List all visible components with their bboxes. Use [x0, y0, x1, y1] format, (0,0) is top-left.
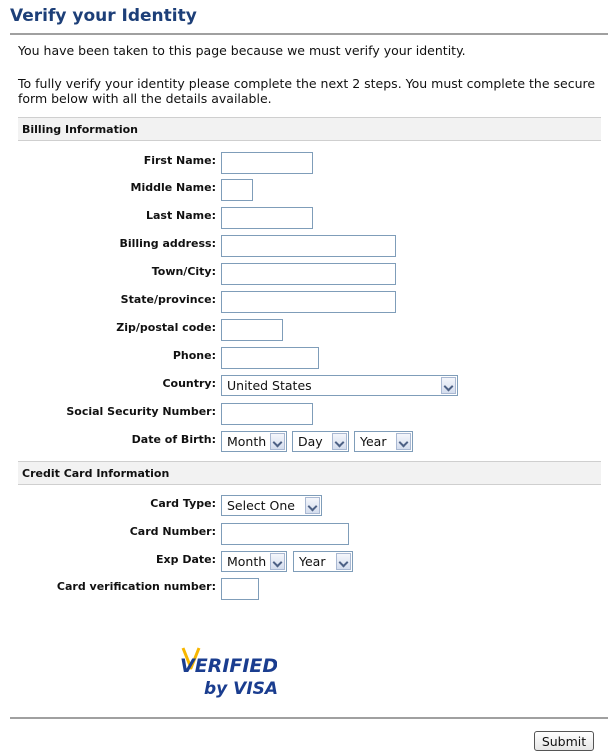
dob-month-value: Month	[227, 434, 267, 449]
card-number-label: Card Number:	[129, 525, 216, 538]
dob-year-value: Year	[360, 434, 387, 449]
chevron-down-icon[interactable]	[441, 377, 456, 394]
exp-month-select[interactable]	[221, 551, 287, 572]
exp-date-label: Exp Date:	[156, 553, 216, 566]
last-name-label: Last Name:	[145, 209, 216, 222]
phone-label: Phone:	[172, 349, 216, 362]
state-province-input[interactable]	[221, 291, 396, 313]
middle-name-label: Middle Name:	[130, 181, 216, 194]
dob-year-select[interactable]	[354, 431, 413, 452]
cvv-label: Card verification number:	[56, 580, 216, 593]
logo-line2: by VISA	[204, 679, 277, 698]
first-name-row	[0, 152, 611, 174]
last-name-row	[0, 207, 611, 229]
country-label: Country:	[162, 377, 216, 390]
country-selected-value: United States	[227, 378, 312, 393]
exp-year-value: Year	[299, 554, 326, 569]
chevron-down-icon[interactable]	[305, 497, 320, 514]
card-type-row	[0, 495, 611, 517]
chevron-down-icon[interactable]	[396, 433, 411, 450]
billing-address-label: Billing address:	[119, 237, 216, 250]
bottom-divider	[10, 717, 608, 719]
zip-row	[0, 319, 611, 341]
card-type-label: Card Type:	[150, 497, 216, 510]
country-select[interactable]	[221, 375, 458, 396]
page-title: Verify your Identity	[10, 6, 197, 26]
intro-instructions: To fully verify your identity please complete the next 2 steps. You must complete the secure form below with all the details available.	[18, 76, 596, 106]
phone-row	[0, 347, 611, 369]
first-name-label: First Name:	[143, 154, 216, 167]
logo-line1: VERIFIED	[180, 655, 277, 677]
exp-date-row	[0, 551, 611, 573]
ssn-label: Social Security Number:	[66, 405, 216, 418]
middle-name-row	[0, 179, 611, 201]
ssn-input[interactable]	[221, 403, 313, 425]
town-city-row	[0, 263, 611, 285]
title-divider	[10, 33, 608, 35]
cvv-row	[0, 578, 611, 600]
verified-by-visa-logo	[177, 642, 277, 698]
billing-section-header: Billing Information	[18, 117, 601, 141]
country-row	[0, 375, 611, 397]
exp-month-value: Month	[227, 554, 267, 569]
card-number-input[interactable]	[221, 523, 349, 545]
dob-day-select[interactable]	[292, 431, 349, 452]
town-city-label: Town/City:	[151, 265, 216, 278]
dob-label: Date of Birth:	[131, 433, 216, 446]
phone-input[interactable]	[221, 347, 319, 369]
zip-input[interactable]	[221, 319, 283, 341]
state-province-row	[0, 291, 611, 313]
dob-row	[0, 431, 611, 453]
state-province-label: State/province:	[120, 293, 216, 306]
town-city-input[interactable]	[221, 263, 396, 285]
card-type-selected-value: Select One	[227, 498, 295, 513]
middle-name-input[interactable]	[221, 179, 253, 201]
zip-label: Zip/postal code:	[116, 321, 216, 334]
submit-button[interactable]: Submit	[534, 731, 594, 751]
ssn-row	[0, 403, 611, 425]
cvv-input[interactable]	[221, 578, 259, 600]
first-name-input[interactable]	[221, 152, 313, 174]
billing-address-input[interactable]	[221, 235, 396, 257]
chevron-down-icon[interactable]	[332, 433, 347, 450]
intro-text: You have been taken to this page because we must verify your identity.	[18, 43, 466, 58]
chevron-down-icon[interactable]	[270, 433, 285, 450]
dob-month-select[interactable]	[221, 431, 287, 452]
billing-address-row	[0, 235, 611, 257]
last-name-input[interactable]	[221, 207, 313, 229]
card-number-row	[0, 523, 611, 545]
exp-year-select[interactable]	[293, 551, 353, 572]
dob-day-value: Day	[298, 434, 323, 449]
chevron-down-icon[interactable]	[336, 553, 351, 570]
card-type-select[interactable]	[221, 495, 322, 516]
card-section-header: Credit Card Information	[18, 461, 601, 485]
chevron-down-icon[interactable]	[270, 553, 285, 570]
